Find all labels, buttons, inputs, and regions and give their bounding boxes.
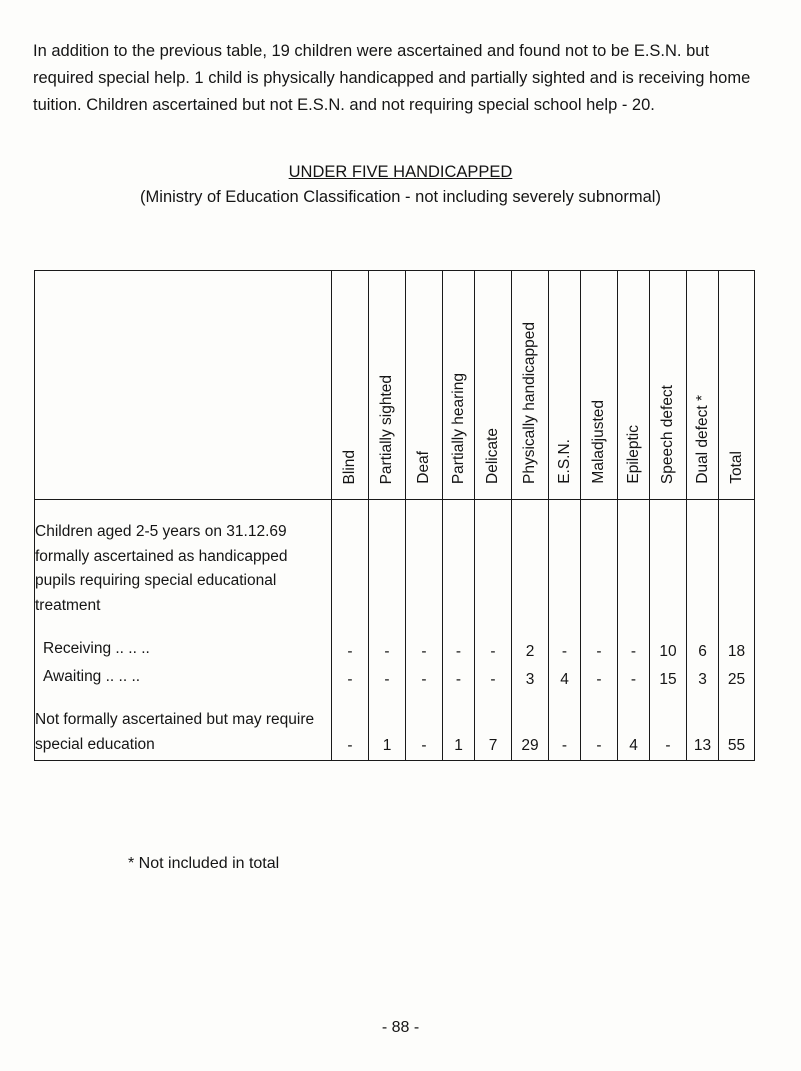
cell-value: 3	[698, 671, 707, 688]
cell-value: -	[490, 671, 496, 688]
cell-value: -	[384, 671, 390, 688]
col-dual-defect	[687, 500, 719, 761]
cell-value: -	[665, 737, 671, 754]
handicapped-table	[34, 270, 755, 761]
col-partially-hearing	[443, 500, 475, 761]
col-header-dual-defect: Dual defect *	[687, 271, 719, 500]
cell-value: -	[347, 737, 353, 754]
col-header-blind: Blind	[332, 271, 369, 500]
section-title: UNDER FIVE HANDICAPPED	[288, 163, 513, 181]
cell-value: 15	[659, 671, 677, 688]
cell-value: 13	[693, 737, 712, 754]
col-deaf	[406, 500, 443, 761]
cell-value: -	[630, 643, 637, 660]
cell-value: -	[596, 643, 602, 660]
corner-cell	[35, 271, 332, 500]
col-header-esn: E.S.N.	[549, 271, 581, 500]
cell-value: 1	[454, 737, 463, 754]
cell-value: 4	[629, 737, 638, 754]
col-blind	[332, 500, 369, 761]
cell-value: -	[630, 671, 637, 688]
cell-value: 6	[698, 643, 707, 660]
footnote: * Not included in total	[128, 855, 280, 872]
col-speech-defect	[650, 500, 687, 761]
cell-value: -	[596, 737, 602, 754]
cell-value: 1	[382, 737, 392, 754]
col-header-maladjusted: Maladjusted	[581, 271, 618, 500]
col-header-speech-defect: Speech defect	[650, 271, 687, 500]
col-header-deaf: Deaf	[406, 271, 443, 500]
row-label-not-formally: Not formally ascertained but may require special education	[35, 711, 315, 753]
col-header-delicate: Delicate	[475, 271, 512, 500]
col-total	[719, 500, 755, 761]
cell-value: -	[347, 671, 353, 688]
body-row	[35, 500, 755, 761]
group-heading: Children aged 2-5 years on 31.12.69 formally ascertained as handicapped pupils requiring special educational treatment	[35, 523, 288, 614]
cell-value: 2	[525, 643, 535, 660]
col-partially-sighted	[369, 500, 406, 761]
col-header-partially-sighted: Partially sighted	[369, 271, 406, 500]
cell-value: -	[455, 671, 462, 688]
row-label-awaiting: Awaiting .. .. ..	[43, 668, 141, 685]
col-physically-handicapped	[512, 500, 549, 761]
cell-value: -	[421, 737, 427, 754]
cell-value: -	[421, 671, 427, 688]
cell-value: 7	[488, 737, 498, 754]
section-subtitle: (Ministry of Education Classification - not including severely subnormal)	[140, 188, 661, 206]
cell-value: 25	[727, 671, 746, 688]
cell-value: 18	[727, 643, 746, 660]
col-esn	[549, 500, 581, 761]
row-labels-cell	[35, 500, 332, 761]
cell-value: 55	[727, 737, 746, 754]
cell-value: -	[561, 737, 568, 754]
cell-value: 3	[525, 671, 535, 688]
cell-value: -	[384, 643, 390, 660]
cell-value: -	[421, 643, 427, 660]
col-maladjusted	[581, 500, 618, 761]
col-epileptic	[618, 500, 650, 761]
cell-value: -	[596, 671, 602, 688]
col-delicate	[475, 500, 512, 761]
cell-value: -	[455, 643, 462, 660]
intro-paragraph: In addition to the previous table, 19 children were ascertained and found not to be E.S.N. but required special help. 1 child is physically handicapped and partially sighted and is receiving home tuition. Children ascertained but not E.S.N. and not requiring special school help - 20.	[33, 42, 751, 114]
row-label-receiving: Receiving .. .. ..	[43, 640, 150, 657]
page-number: - 88 -	[381, 1019, 420, 1036]
cell-value: -	[490, 643, 496, 660]
cell-value: 29	[521, 737, 539, 754]
col-header-total: Total	[719, 271, 755, 500]
cell-value: -	[561, 643, 568, 660]
cell-value: 4	[560, 671, 569, 688]
header-row	[35, 271, 755, 500]
col-header-epileptic: Epileptic	[618, 271, 650, 500]
cell-value: 10	[659, 643, 677, 660]
col-header-physically-handicapped: Physically handicapped	[512, 271, 549, 500]
cell-value: -	[347, 643, 353, 660]
col-header-partially-hearing: Partially hearing	[443, 271, 475, 500]
